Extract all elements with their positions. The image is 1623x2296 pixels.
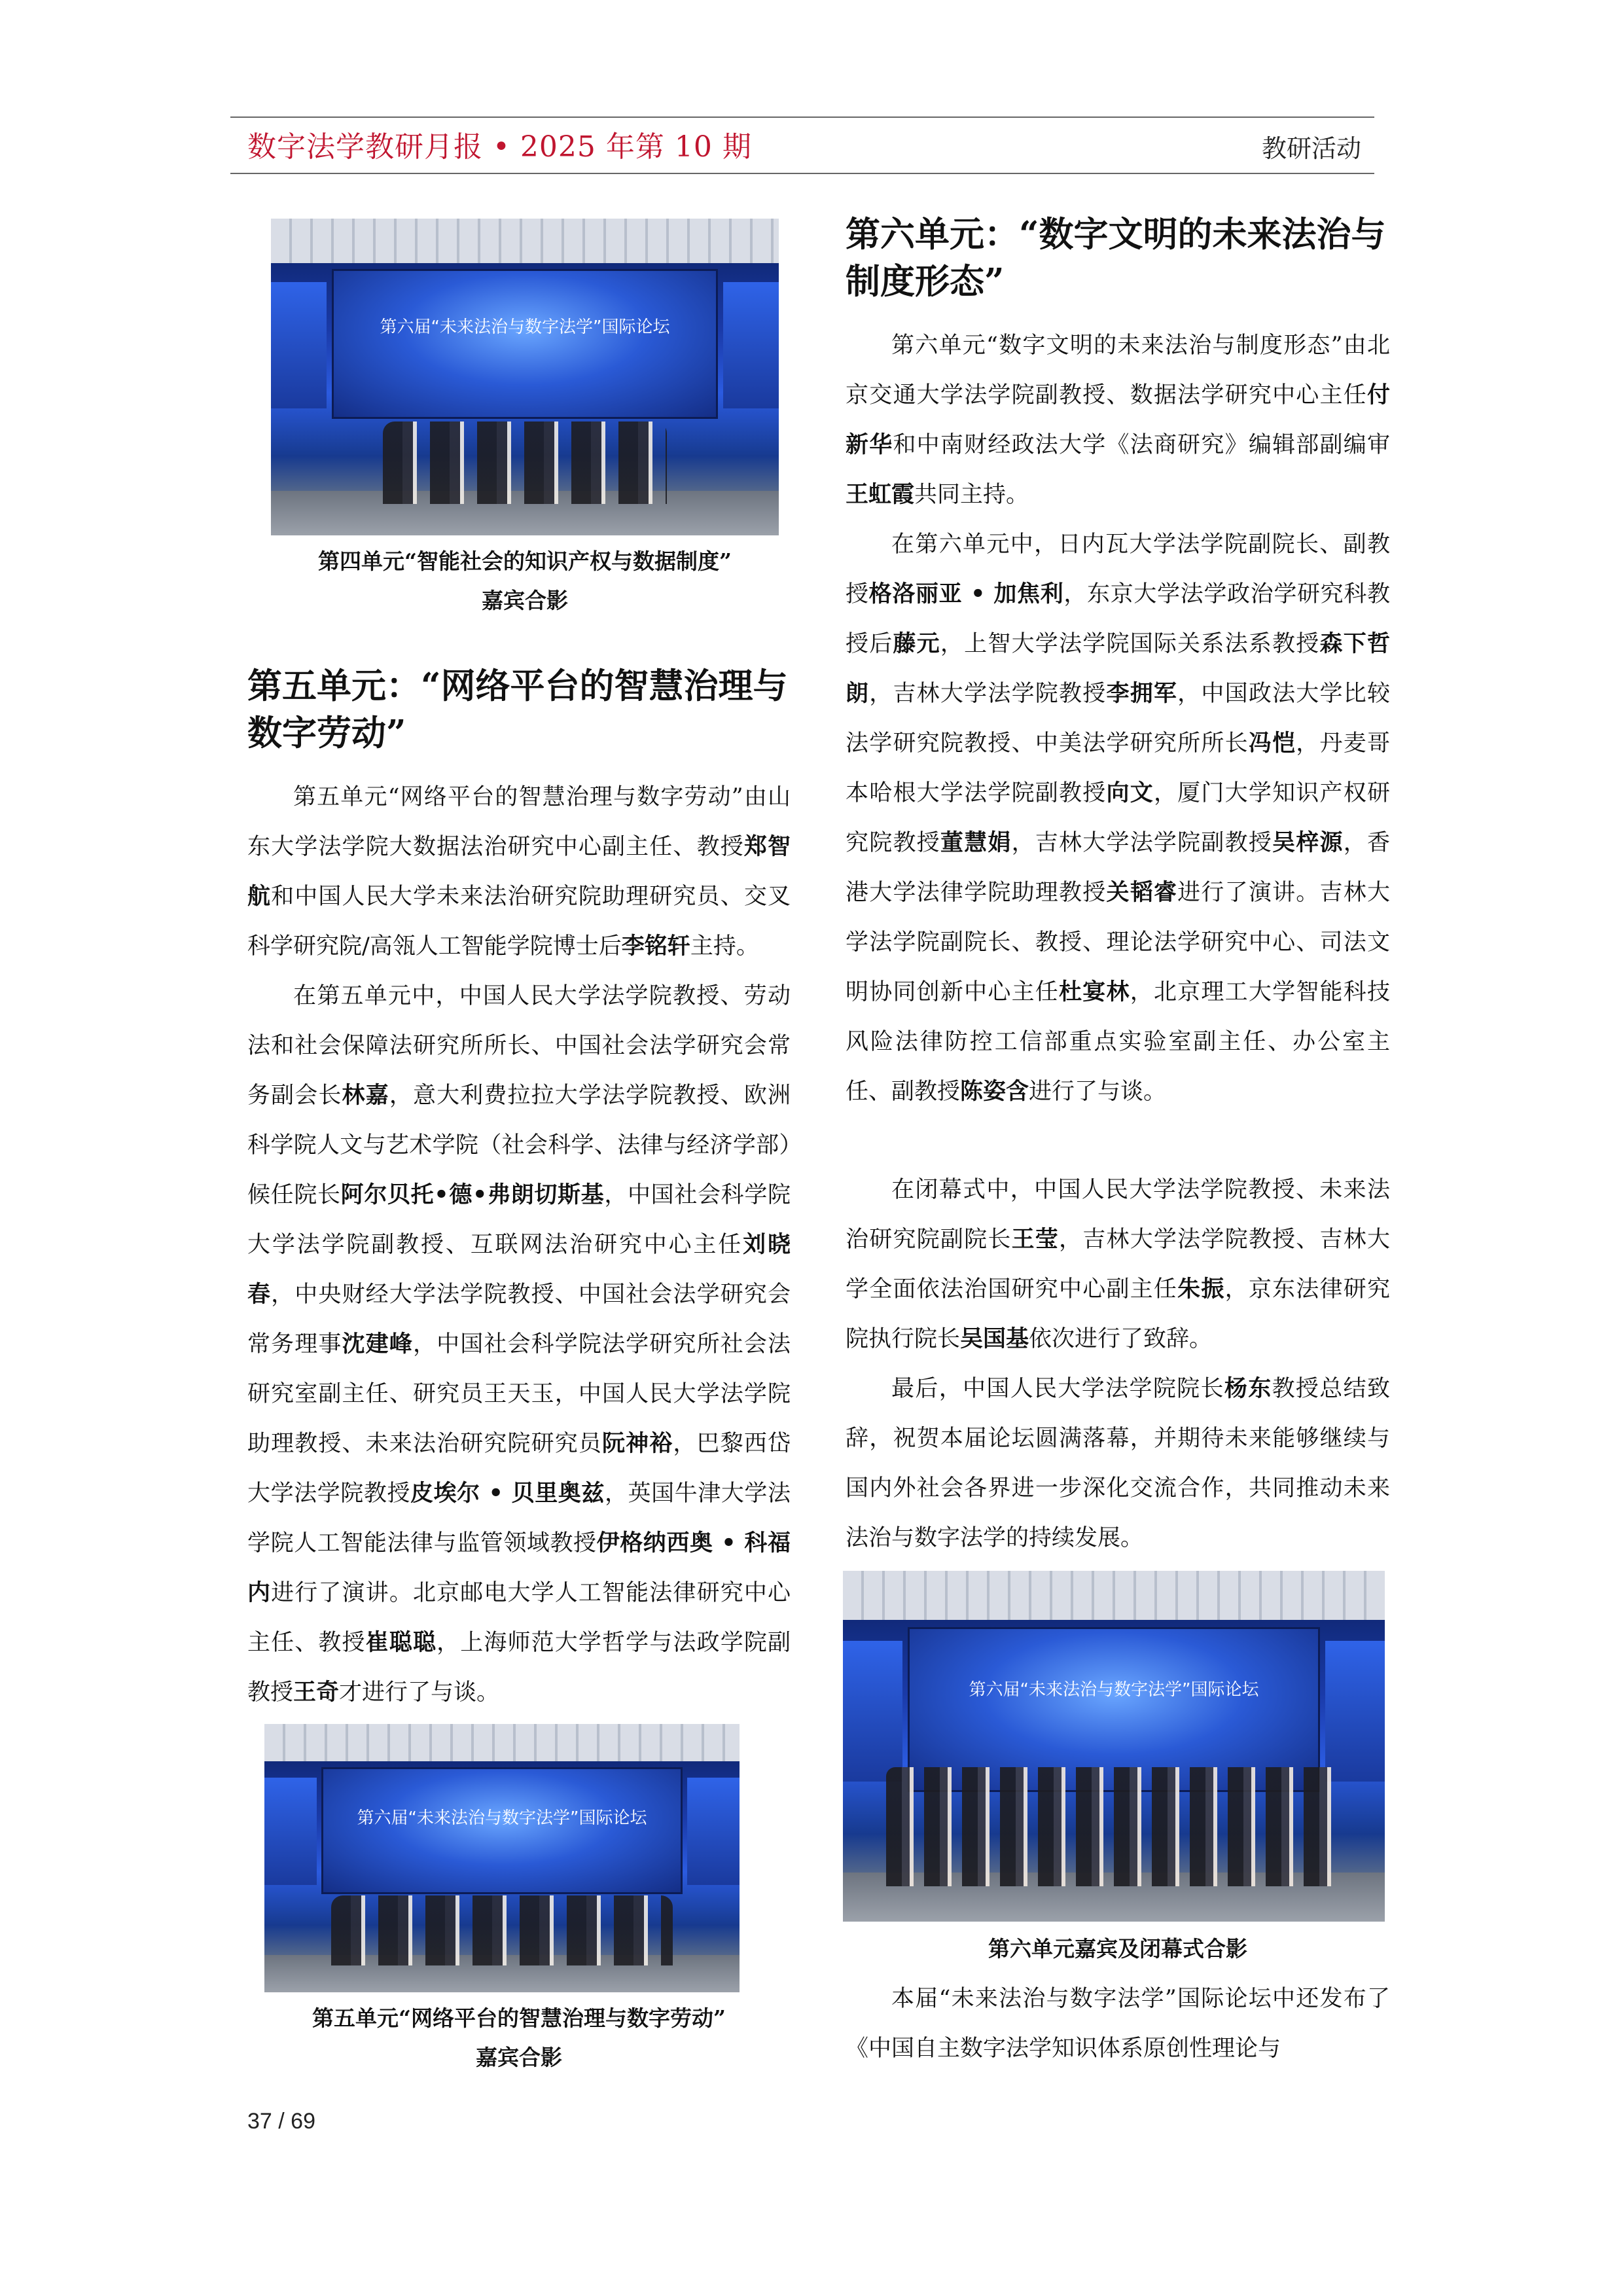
photo-screen-title: 第六届“未来法治与数字法学”国际论坛 (357, 1808, 647, 1828)
text-run: ，吉林大学法学院副教授 (1011, 830, 1273, 856)
person-name: 藤元 (893, 630, 940, 657)
person-name: 阮神裕 (602, 1430, 673, 1457)
unit5-caption (247, 1999, 791, 2077)
text-run: 在第六单元中，日内瓦大学法学院副院长、副教授 (846, 531, 1390, 607)
person-name: 阿尔贝托•德•弗朗切斯基 (340, 1181, 605, 1208)
unit4-group-photo (271, 219, 779, 535)
unit5-heading: 第五单元：“网络平台的智慧治理与数字劳动” (247, 666, 788, 753)
person-name: 王奇 (293, 1679, 340, 1706)
unit6-closing-group-photo (843, 1571, 1385, 1922)
text-run: ，中国社会科学院大学法学院副教授、互联网法治研究中心主任 (247, 1182, 791, 1258)
person-name: 关韬睿 (1106, 879, 1178, 906)
person-name: 皮埃尔 • 贝里奥兹 (410, 1480, 605, 1507)
text-run: ，东京大学法学政治学研究科教授后 (846, 581, 1390, 657)
page-number: 37 / 69 (247, 2109, 315, 2134)
text-run: 和中国人民大学未来法治研究院助理研究员、交叉科学研究院/高瓴人工智能学院博士后 (247, 884, 791, 960)
text-run: ，厦门大学知识产权研究院教授 (846, 780, 1390, 856)
text-run: ，英国牛津大学法学院人工智能法律与监管领域教授 (247, 1480, 791, 1556)
text-run: 进行了与谈。 (1029, 1079, 1167, 1105)
text-run: ，中央财经大学法学院教授、中国社会法学研究会常务理事 (247, 1282, 791, 1357)
unit4-caption (247, 542, 802, 620)
person-name: 崔聪聪 (365, 1629, 437, 1656)
text-run: ，上智大学法学院国际关系法系教授 (940, 631, 1320, 657)
unit4-caption-line1: 第四单元“智能社会的知识产权与数据制度” (318, 548, 732, 574)
text-run: 第六单元“数字文明的未来法治与制度形态”由北京交通大学法学院副教授、数据法学研究中心主任 (846, 332, 1390, 408)
unit5-caption-line2: 嘉宾合影 (476, 2045, 562, 2070)
unit6-paragraph-4 (846, 1364, 1390, 1563)
text-run: 依次进行了致辞。 (1029, 1326, 1213, 1352)
person-name: 李铭轩 (621, 933, 690, 960)
text-run: 才进行了与谈。 (339, 1679, 500, 1706)
person-name: 吴国基 (960, 1325, 1029, 1352)
person-name: 王莹 (1011, 1226, 1060, 1253)
text-run: 在第五单元中，中国人民大学法学院教授、劳动法和社会保障法研究所所长、中国社会法学研究会常务副会长 (247, 983, 791, 1109)
unit5-caption-line1: 第五单元“网络平台的智慧治理与数字劳动” (312, 2005, 726, 2031)
text-run: ，中国社会科学院法学研究所社会法研究室副主任、研究员王天玉，中国人民大学法学院助理教授、未来法治研究院研究员 (247, 1331, 791, 1457)
person-name: 冯恺 (1248, 730, 1296, 757)
header-top-rule (230, 117, 1374, 118)
person-name: 王虹霞 (846, 481, 915, 508)
unit6-paragraph-3 (846, 1165, 1390, 1364)
unit6-heading: 第六单元：“数字文明的未来法治与制度形态” (846, 214, 1386, 302)
unit6-paragraph-2 (846, 520, 1390, 1117)
person-name: 吴梓源 (1272, 829, 1344, 856)
unit6-paragraph-1 (846, 321, 1390, 520)
text-run: ，中国政法大学比较法学研究院教授、中美法学研究所所长 (846, 681, 1390, 757)
text-run: ，香港大学法律学院助理教授 (846, 830, 1390, 906)
photo-screen-title: 第六届“未来法治与数字法学”国际论坛 (380, 317, 670, 338)
unit6-paragraph-5 (846, 1974, 1390, 2073)
person-name: 陈姿含 (960, 1078, 1029, 1105)
unit4-caption-line2: 嘉宾合影 (482, 588, 568, 613)
person-name: 森下哲朗 (846, 630, 1390, 707)
text-run: 进行了演讲。北京邮电大学人工智能法律研究中心主任、教授 (247, 1580, 791, 1656)
text-run: 进行了演讲。吉林大学法学院副院长、教授、理论法学研究中心、司法文明协同创新中心主任 (846, 880, 1390, 1005)
text-run: 最后，中国人民大学法学院院长 (891, 1376, 1224, 1402)
person-name: 郑智航 (247, 833, 791, 910)
header-bottom-rule (230, 173, 1374, 174)
text-run: ，上海师范大学哲学与法政学院副教授 (247, 1630, 791, 1706)
text-run: ，意大利费拉拉大学法学院教授、欧洲科学院人文与艺术学院（社会科学、法律与经济学部）候任院长 (247, 1083, 791, 1208)
person-name: 董慧娟 (940, 829, 1012, 856)
person-name: 杨东 (1224, 1375, 1272, 1402)
person-name: 林嘉 (342, 1082, 389, 1109)
person-name: 李拥军 (1106, 680, 1178, 707)
text-run: 在闭幕式中，中国人民大学法学院教授、未来法治研究院副院长 (846, 1177, 1390, 1253)
text-run: 和中南财经政法大学《法商研究》编辑部副编审 (893, 432, 1390, 458)
text-run: 主持。 (690, 933, 759, 960)
person-name: 向文 (1106, 780, 1154, 806)
person-name: 朱振 (1177, 1276, 1225, 1302)
text-run: 共同主持。 (914, 482, 1029, 508)
unit5-paragraph-1 (247, 772, 791, 971)
person-name: 伊格纳西奥 • 科福内 (247, 1530, 791, 1606)
text-run: ，吉林大学法学院教授、吉林大学全面依法治国研究中心副主任 (846, 1227, 1390, 1302)
text-run: 教授总结致辞，祝贺本届论坛圆满落幕，并期待未来能够继续与国内外社会各界进一步深化交流合作，共同推动未来法治与数字法学的持续发展。 (846, 1376, 1390, 1551)
text-run: ，巴黎西岱大学法学院教授 (247, 1431, 791, 1507)
unit5-group-photo (264, 1724, 740, 1992)
person-name: 格洛丽亚 • 加焦利 (868, 581, 1064, 607)
text-run: ，京东法律研究院执行院长 (846, 1276, 1390, 1352)
person-name: 付新华 (846, 382, 1390, 458)
person-name: 沈建峰 (342, 1331, 413, 1357)
photo-screen-title: 第六届“未来法治与数字法学”国际论坛 (969, 1679, 1259, 1700)
text-run: ，吉林大学法学院教授 (869, 681, 1107, 707)
unit5-paragraph-2 (247, 971, 791, 1717)
person-name: 杜宴林 (1059, 978, 1130, 1005)
text-run: 第五单元“网络平台的智慧治理与数字劳动”由山东大学法学院大数据法治研究中心副主任、教授 (247, 784, 791, 860)
person-name: 刘晓春 (247, 1231, 791, 1308)
text-run: 本届“未来法治与数字法学”国际论坛中还发布了《中国自主数字法学知识体系原创性理论与 (846, 1986, 1390, 2062)
text-run: ，丹麦哥本哈根大学法学院副教授 (846, 730, 1390, 806)
journal-title: 数字法学教研月报 • 2025 年第 10 期 (247, 130, 752, 164)
section-label: 教研活动 (1262, 134, 1362, 163)
text-run: ，北京理工大学智能科技风险法律防控工信部重点实验室副主任、办公室主任、副教授 (846, 979, 1390, 1105)
unit6-caption: 第六单元嘉宾及闭幕式合影 (988, 1936, 1247, 1962)
